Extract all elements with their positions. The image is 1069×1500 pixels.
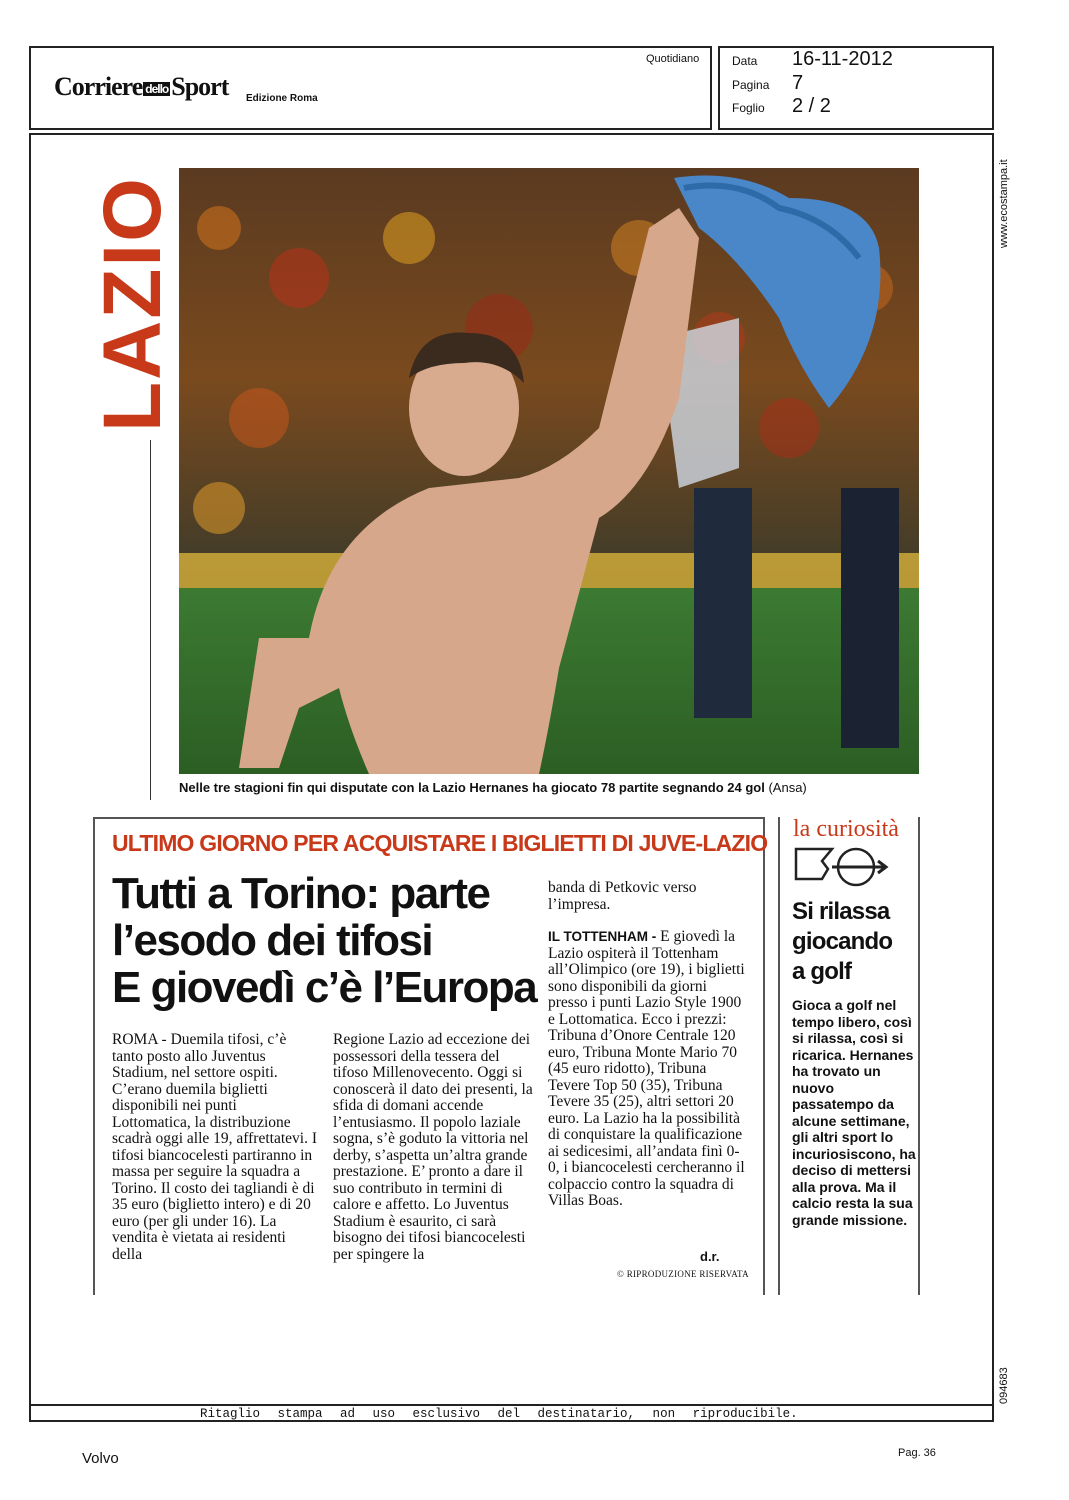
publication-type: Quotidiano bbox=[646, 53, 700, 65]
sidebar-headline bbox=[792, 897, 892, 987]
column-2-text: Regione Lazio ad eccezione dei possessori della tessera del tifoso Millenovecento. Oggi si conoscerà il dato dei presenti, la sfida di domani accende l’entusiasmo. Il popolo laziale sogna, s’è goduto la vittoria nel derby, s’aspetta un’altra grande prestazione. E’ pronto a dare il suo contributo in termini di calore e affetto. Lo Juventus Stadium è esaurito, ci sarà bisogno dei tifosi biancocelesti per spingere la bbox=[333, 1031, 533, 1263]
footer-rule bbox=[29, 1404, 994, 1406]
article-column-2 bbox=[333, 1032, 533, 1263]
client-name: Volvo bbox=[82, 1450, 119, 1467]
edition-label: Edizione Roma bbox=[246, 93, 318, 104]
sidebar-body: Gioca a golf nel tempo libero, così si rilassa, così si ricarica. Hernanes ha trovato un nuovo passatempo da alcune settimane, gli altri sport lo incuriosiscono, ha deciso di mettersi alla prova. Ma il calcio resta la sua grande missione. bbox=[792, 997, 916, 1228]
article-top-rule bbox=[93, 817, 763, 819]
photo-illustration bbox=[179, 168, 919, 774]
headline-line-3: E giovedì c’è l’Europa bbox=[112, 963, 537, 1012]
sidebar-left-rule bbox=[778, 817, 780, 1295]
headline-line-2: l’esodo dei tifosi bbox=[112, 916, 433, 965]
column-3-section bbox=[548, 929, 748, 1210]
page-number: Pag. 36 bbox=[898, 1447, 936, 1459]
whistle-icon bbox=[792, 845, 892, 894]
sheet-label: Foglio bbox=[732, 101, 765, 115]
article-column-3 bbox=[548, 880, 748, 1210]
photo-caption bbox=[179, 780, 807, 795]
sidebar-title: la curiosità bbox=[793, 816, 899, 842]
copyright-notice: © RIPRODUZIONE RISERVATA bbox=[617, 1269, 749, 1279]
clipping-notice: Ritaglio stampa ad uso esclusivo del destinatario, non riproducibile. bbox=[200, 1407, 798, 1421]
article-right-rule bbox=[763, 817, 765, 1295]
section-lead: IL TOTTENHAM - bbox=[548, 929, 657, 944]
page-label: Pagina bbox=[732, 78, 770, 92]
column-3-start: banda di Petkovic verso l’impresa. bbox=[548, 879, 697, 913]
caption-text: Nelle tre stagioni fin qui disputate con la Lazio Hernanes ha giocato 78 partite segnando 24 gol bbox=[179, 780, 765, 795]
player-celebration-photo bbox=[179, 168, 919, 774]
archive-code-vertical: 094683 bbox=[998, 1367, 1010, 1404]
date-label: Data bbox=[732, 54, 758, 68]
section-label-lazio: LAZIO bbox=[87, 176, 178, 432]
article-column-1 bbox=[112, 1032, 318, 1263]
newspaper-logo: Corriere dello Sport bbox=[54, 72, 229, 101]
article-kicker: ULTIMO GIORNO PER ACQUISTARE I BIGLIETTI DI JUVE-LAZIO bbox=[112, 830, 768, 856]
page-value: 7 bbox=[792, 72, 804, 94]
caption-credit: (Ansa) bbox=[768, 780, 807, 795]
sidebar-headline-3: a golf bbox=[792, 958, 852, 985]
sidebar-right-rule bbox=[918, 817, 920, 1295]
article-headline bbox=[112, 870, 536, 1011]
headline-line-1: Tutti a Torino: parte bbox=[112, 869, 490, 918]
author-initials: d.r. bbox=[700, 1249, 720, 1264]
website-vertical: www.ecostampa.it bbox=[998, 159, 1010, 248]
sidebar-headline-1: Si rilassa bbox=[792, 898, 890, 925]
photo-rule-left bbox=[150, 440, 151, 800]
sheet-value: 2 / 2 bbox=[792, 95, 831, 117]
sidebar-headline-2: giocando bbox=[792, 928, 893, 955]
date-value: 16-11-2012 bbox=[792, 48, 893, 70]
article-left-rule bbox=[93, 817, 95, 1295]
column-3-text: E giovedì la Lazio ospiterà il Tottenham all’Olimpico (ore 19), i biglietti sono disponibili da giorni presso i punti Lazio Style 1900 e Lottomatica. Ecco i prezzi: Tribuna d’Onore Centrale 120 euro, Tribuna Monte Mario 70 (45 euro ridotto), Tribuna Tevere Top 50 (35), Tribuna Tevere 35 (25), altri settori 20 euro. La Lazio ha la possibilità di conquistare la qualificazione ai sedicesimi, all’andata finì 0-0, i biancocelesti cercheranno il colpaccio contro la squadra di Villas Boas. bbox=[548, 928, 745, 1209]
column-1-text: ROMA - Duemila tifosi, c’è tanto posto allo Juventus Stadium, nel settore ospiti. C’erano duemila biglietti disponibili nei punti Lottomatica, la distribuzione scadrà oggi alle 19, affrettatevi. I tifosi biancocelesti partiranno in massa per seguire la squadra a Torino. Il costo dei tagliandi è di 35 euro (biglietto intero) e di 20 euro (per gli under 16). La vendita è vietata ai residenti della bbox=[112, 1031, 317, 1263]
